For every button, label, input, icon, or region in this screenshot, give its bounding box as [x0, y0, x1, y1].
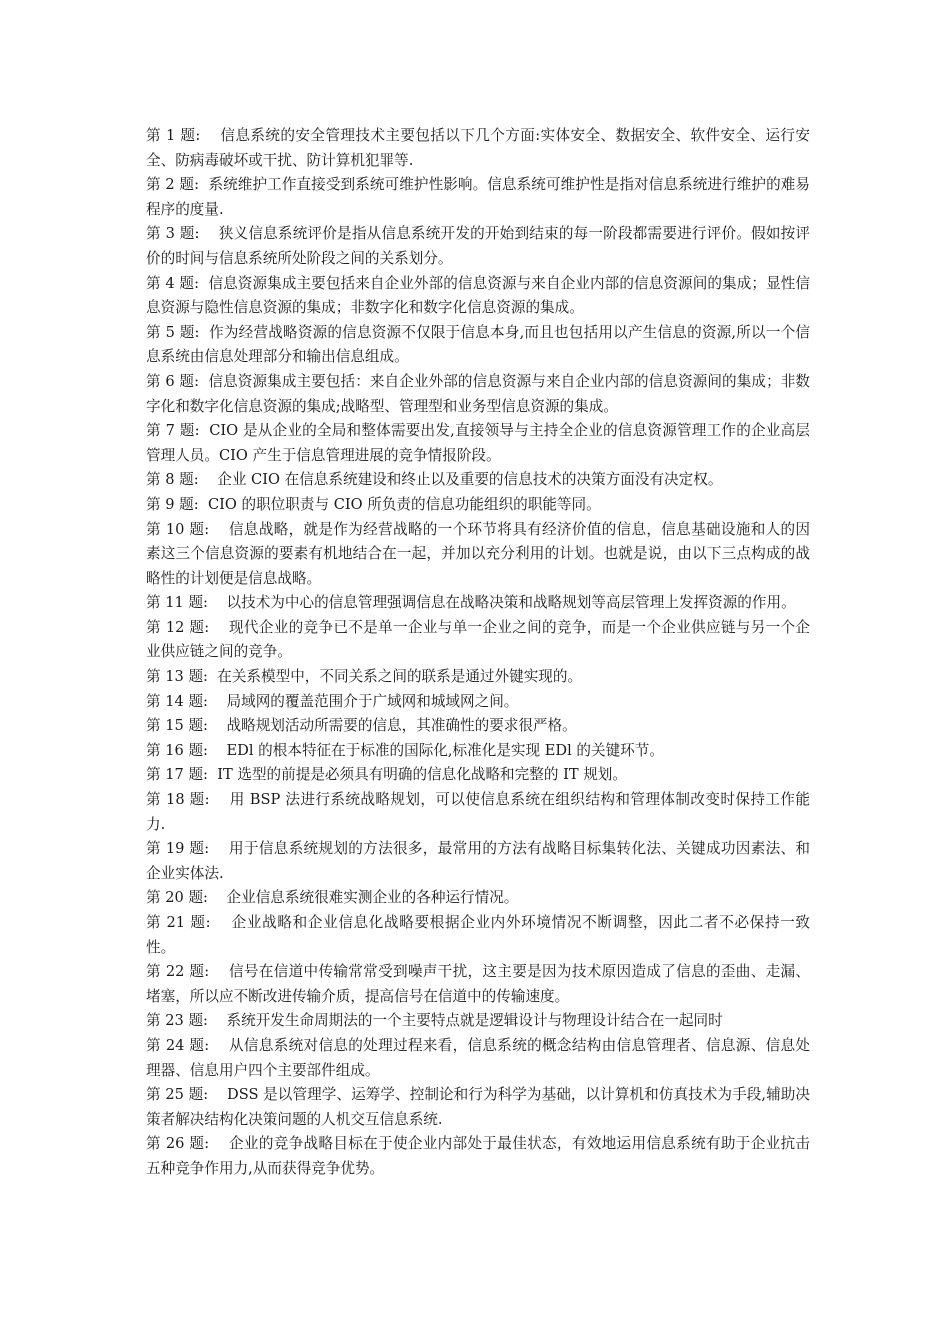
- question-text: 系统维护工作直接受到系统可维护性影响。信息系统可维护性是指对信息系统进行维护的难易程序的度量.: [146, 176, 811, 218]
- question-item: [146, 1009, 810, 1034]
- question-text: 从信息系统对信息的处理过程来看，信息系统的概念结构由信息管理者、信息源、信息处理器、信息用户四个主要部件组成。: [146, 1036, 810, 1079]
- question-number: 第 7 题:: [146, 422, 200, 440]
- question-item: [146, 616, 810, 665]
- question-number: 第 25 题:: [146, 1086, 209, 1104]
- question-spacer: [208, 717, 227, 734]
- question-item: [146, 1083, 810, 1132]
- question-number: 第 11 题:: [146, 594, 208, 612]
- question-number: 第 23 题:: [146, 1012, 208, 1030]
- question-spacer: [200, 422, 210, 439]
- question-text: 企业信息系统很难实测企业的各种运行情况。: [226, 889, 519, 907]
- question-spacer: [209, 521, 229, 538]
- question-text: 作为经营战略资源的信息资源不仅限于信息本身,而且也包括用以产生信息的资源,所以一个信息系统由信息处理部分和输出信息组成。: [146, 323, 810, 366]
- question-text: 信息资源集成主要包括来自企业外部的信息资源与来自企业内部的信息资源间的集成；显性信息资源与隐性信息资源的集成；非数字化和数字化信息资源的集成。: [146, 274, 811, 317]
- question-number: 第 1 题:: [146, 127, 201, 144]
- question-spacer: [209, 619, 229, 636]
- question-spacer: [208, 1086, 227, 1103]
- question-text: 企业 CIO 在信息系统建设和终止以及重要的信息技术的决策方面没有决定权。: [217, 471, 723, 489]
- question-text: 用 BSP 法进行系统战略规划，可以使信息系统在组织结构和管理体制改变时保持工作能力.: [146, 791, 810, 833]
- question-item: [146, 690, 810, 715]
- question-item: [146, 518, 810, 592]
- question-number: 第 8 题:: [146, 471, 199, 489]
- question-text: 在关系模型中，不同关系之间的联系是通过外键实现的。: [217, 668, 583, 686]
- question-text: CIO 是从企业的全局和整体需要出发,直接领导与主持全企业的信息资源管理工作的企业高层管理人员。CIO 产生于信息管理进展的竞争情报阶段。: [146, 422, 810, 464]
- question-item: [146, 960, 810, 1009]
- question-text: 信息资源集成主要包括：来自企业外部的信息资源与来自企业内部的信息资源间的集成；非数字化和数字化信息资源的集成;战略型、管理型和业务型信息资源的集成。: [146, 372, 811, 415]
- question-spacer: [199, 225, 218, 242]
- question-item: [146, 1132, 810, 1181]
- question-text: IT 选型的前提是必须具有明确的信息化战略和完整的 IT 规划。: [217, 766, 627, 784]
- question-number: 第 12 题:: [146, 618, 210, 636]
- question-text: 以技术为中心的信息管理强调信息在战略决策和战略规划等高层管理上发挥资源的作用。: [226, 594, 796, 612]
- question-spacer: [210, 791, 230, 808]
- question-item: [146, 788, 810, 837]
- question-text: 企业的竞争战略目标在于使企业内部处于最佳状态，有效地运用信息系统有助于企业抗击五种竞争作用力,从而获得竞争优势。: [146, 1135, 810, 1177]
- question-number: 第 2 题:: [146, 176, 199, 194]
- question-number: 第 15 题:: [146, 717, 208, 735]
- question-spacer: [209, 1135, 229, 1152]
- question-number: 第 14 题:: [146, 692, 208, 710]
- question-text: 现代企业的竞争已不是单一企业与单一企业之间的竞争，而是一个企业供应链与另一个企业供应链之间的竞争。: [146, 618, 810, 661]
- question-item: [146, 173, 810, 222]
- question-item: [146, 1034, 810, 1083]
- question-item: [146, 763, 810, 788]
- question-spacer: [208, 742, 227, 759]
- question-number: 第 20 题:: [146, 889, 208, 907]
- question-number: 第 22 题:: [146, 963, 210, 981]
- question-number: 第 19 题:: [146, 840, 210, 858]
- question-spacer: [200, 127, 220, 144]
- question-text: DSS 是以管理学、运筹学、控制论和行为科学为基础，以计算机和仿真技术为手段,辅助决策者解决结构化决策问题的人机交互信息系统.: [146, 1086, 811, 1128]
- question-text: 信息系统的安全管理技术主要包括以下几个方面:实体安全、数据安全、软件安全、运行安全、防病毒破坏或干扰、防计算机犯罪等.: [146, 127, 811, 169]
- question-item: [146, 911, 810, 960]
- question-spacer: [199, 496, 208, 513]
- question-item: [146, 714, 810, 739]
- question-number: 第 16 题:: [146, 741, 208, 759]
- question-spacer: [209, 840, 229, 857]
- question-text: 战略规划活动所需要的信息，其准确性的要求很严格。: [226, 717, 577, 735]
- question-text: 信号在信道中传输常常受到噪声干扰，这主要是因为技术原因造成了信息的歪曲、走漏、堵塞，所以应不断改进传输介质，提高信号在信道中的传输速度。: [146, 963, 810, 1005]
- question-spacer: [208, 693, 227, 710]
- question-number: 第 13 题:: [146, 668, 208, 686]
- question-spacer: [208, 889, 227, 906]
- question-spacer: [208, 766, 217, 783]
- question-item: [146, 321, 810, 370]
- question-item: [146, 739, 810, 764]
- question-number: 第 3 题:: [146, 225, 200, 243]
- question-text: 系统开发生命周期法的一个主要特点就是逻辑设计与物理设计结合在一起同时: [226, 1012, 723, 1030]
- question-item: [146, 837, 810, 886]
- question-text: 信息战略，就是作为经营战略的一个环节将具有经济价值的信息，信息基础设施和人的因素这三个信息资源的要素有机地结合在一起，并加以充分利用的计划。也就是说，由以下三点构成的战略性的计划便是信息战略。: [146, 520, 810, 587]
- question-item: [146, 493, 810, 518]
- question-spacer: [199, 471, 218, 488]
- question-text: 狭义信息系统评价是指从信息系统开发的开始到结束的每一阶段都需要进行评价。假如按评价的时间与信息系统所处阶段之间的关系划分。: [146, 225, 810, 267]
- question-number: 第 17 题:: [146, 766, 208, 784]
- question-spacer: [199, 324, 209, 341]
- question-text: 企业战略和企业信息化战略要根据企业内外环境情况不断调整，因此二者不必保持一致性。: [146, 914, 811, 956]
- question-item: [146, 886, 810, 911]
- question-spacer: [211, 914, 232, 931]
- question-number: 第 18 题:: [146, 791, 210, 809]
- question-spacer: [208, 1012, 227, 1029]
- question-text: CIO 的职位职责与 CIO 所负责的信息功能组织的职能等同。: [207, 495, 601, 513]
- question-number: 第 5 题:: [146, 323, 200, 341]
- document-body: [146, 124, 810, 1182]
- question-item: [146, 272, 810, 321]
- question-item: [146, 591, 810, 616]
- question-number: 第 9 题:: [146, 495, 199, 513]
- question-item: [146, 370, 810, 419]
- question-number: 第 24 题:: [146, 1036, 210, 1054]
- question-text: 局域网的覆盖范围介于广域网和城域网之间。: [226, 692, 519, 710]
- question-text: 用于信息系统规划的方法很多，最常用的方法有战略目标集转化法、关键成功因素法、和企业实体法.: [146, 840, 810, 882]
- question-text: EDl 的根本特征在于标准的国际化,标准化是实现 EDl 的关键环节。: [226, 741, 664, 759]
- question-item: [146, 665, 810, 690]
- question-number: 第 21 题:: [146, 914, 211, 931]
- question-number: 第 26 题:: [146, 1135, 210, 1153]
- question-number: 第 10 题:: [146, 520, 210, 538]
- question-number: 第 4 题:: [146, 274, 199, 292]
- question-spacer: [208, 668, 217, 685]
- question-item: [146, 419, 810, 468]
- question-item: [146, 124, 810, 173]
- question-spacer: [208, 594, 227, 611]
- question-spacer: [209, 1037, 229, 1054]
- question-item: [146, 468, 810, 493]
- question-spacer: [209, 963, 229, 980]
- question-item: [146, 222, 810, 271]
- question-number: 第 6 题:: [146, 372, 199, 390]
